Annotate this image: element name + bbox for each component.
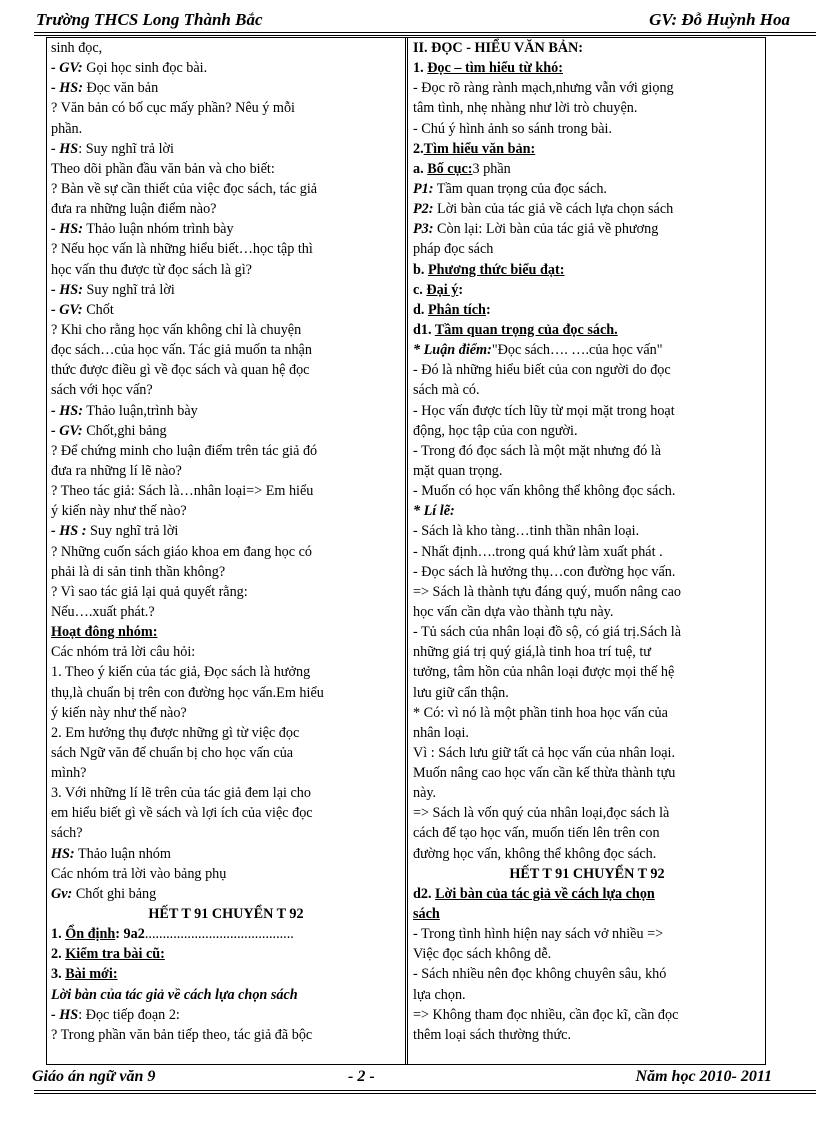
text-line: a. Bố cục:3 phần bbox=[413, 160, 511, 177]
text-line: nhân loại. bbox=[413, 724, 469, 741]
text-line: sách với học vấn? bbox=[51, 382, 153, 399]
page-header bbox=[30, 10, 790, 32]
footer-rule-2 bbox=[34, 1093, 816, 1094]
text-line: thụ,là chuẩn bị trên con đường học vấn.Em hiểu bbox=[51, 684, 324, 701]
text-line: - Sách nhiều nên đọc không chuyên sâu, khó bbox=[413, 966, 667, 983]
text-line: này. bbox=[413, 785, 437, 802]
text-line: Gv: Chốt ghi bảng bbox=[51, 885, 157, 902]
text-line: => Không tham đọc nhiều, cần đọc kĩ, cần đọc bbox=[413, 1006, 679, 1023]
text-line: P3: Còn lại: Lời bàn của tác giả về phương bbox=[413, 221, 659, 238]
text-line: ? Theo tác giả: Sách là…nhân loại=> Em hiểu bbox=[51, 483, 314, 500]
text-line: Việc đọc sách không dễ. bbox=[413, 946, 552, 963]
text-line: đưa ra những lí lẽ nào? bbox=[51, 462, 182, 479]
text-line: phần. bbox=[51, 120, 83, 137]
school-year: Năm học 2010- 2011 bbox=[635, 1068, 772, 1085]
text-line: Nếu….xuất phát.? bbox=[51, 603, 155, 620]
period-break-heading: HẾT T 91 CHUYỂN T 92 bbox=[509, 865, 665, 882]
header-rule bbox=[34, 32, 816, 33]
text-line: tưởng, tâm hồn của nhân loại được mọi thế hệ bbox=[413, 664, 675, 681]
teacher-student-activities-column bbox=[51, 38, 401, 1045]
section-heading: Lời bàn của tác giả về cách lựa chọn sách bbox=[51, 986, 298, 1003]
text-line: Muốn nâng cao học vấn cần kế thừa thành tựu bbox=[413, 765, 676, 782]
text-line: thêm loại sách thường thức. bbox=[413, 1026, 572, 1043]
text-line: - GV: Chốt bbox=[51, 301, 114, 318]
text-line: em hiểu biết gì về sách và lợi ích của việc đọc bbox=[51, 805, 313, 822]
text-line: 2. Kiểm tra bài cũ: bbox=[51, 946, 165, 963]
text-line: - Đó là những hiểu biết của con người do đọc bbox=[413, 362, 671, 379]
text-line: - Đọc sách là hưởng thụ…con đường học vấn. bbox=[413, 563, 676, 580]
text-line: mặt quan trọng. bbox=[413, 462, 503, 479]
text-line: sách mà có. bbox=[413, 382, 480, 399]
text-line: - Đọc rõ ràng rành mạch,nhưng vẫn với giọng bbox=[413, 80, 674, 97]
text-line: mình? bbox=[51, 765, 87, 782]
footer-title: Giáo án ngữ văn 9 bbox=[32, 1068, 156, 1085]
group-activity-heading: Hoạt đông nhóm: bbox=[51, 624, 158, 641]
page-number: - 2 - bbox=[348, 1068, 375, 1085]
footer-rule bbox=[34, 1090, 816, 1091]
text-line: - HS: Đọc tiếp đoạn 2: bbox=[51, 1006, 180, 1023]
section-heading: II. ĐỌC - HIỂU VĂN BẢN: bbox=[413, 40, 584, 56]
text-line: - GV: Chốt,ghi bảng bbox=[51, 422, 167, 439]
text-line: động, học tập của con người. bbox=[413, 422, 578, 439]
text-line: 1. Đọc – tìm hiểu từ khó: bbox=[413, 60, 563, 77]
text-line: - HS: Suy nghĩ trả lời bbox=[51, 281, 175, 298]
text-line: học vấn thu được từ đọc sách là gì? bbox=[51, 261, 252, 278]
text-line: ý kiến này như thế nào? bbox=[51, 503, 187, 520]
text-line: - HS: Đọc văn bản bbox=[51, 80, 159, 97]
period-break-heading: HẾT T 91 CHUYỂN T 92 bbox=[148, 906, 304, 923]
text-line: sách? bbox=[51, 825, 83, 842]
lesson-table bbox=[46, 37, 766, 1065]
text-line: lưu giữ cẩn thận. bbox=[413, 684, 509, 701]
text-line: pháp đọc sách bbox=[413, 241, 494, 258]
text-line: ? Để chứng minh cho luận điểm trên tác giả đó bbox=[51, 442, 318, 459]
text-line: ý kiến này như thế nào? bbox=[51, 704, 187, 721]
text-line: - Trong tình hình hiện nay sách vở nhiều => bbox=[413, 926, 664, 943]
text-line: 3. Với những lí lẽ trên của tác giả đem lại cho bbox=[51, 785, 311, 802]
text-line: ? Vì sao tác giả lại quả quyết rằng: bbox=[51, 583, 248, 600]
text-line: sinh đọc, bbox=[51, 40, 103, 56]
text-line: đọc sách…của học vấn. Tác giả muốn ta nhận bbox=[51, 342, 312, 359]
text-line: - Trong đó đọc sách là một mặt nhưng đó là bbox=[413, 442, 662, 459]
text-line: d1. Tầm quan trọng của đọc sách. bbox=[413, 321, 618, 338]
text-line: d. Phân tích: bbox=[413, 301, 491, 318]
text-line: 1. Theo ý kiến của tác giả, Đọc sách là hưởng bbox=[51, 664, 311, 681]
text-line: P2: Lời bàn của tác giả về cách lựa chọn sách bbox=[413, 201, 674, 218]
text-line: P1: Tầm quan trọng của đọc sách. bbox=[413, 180, 607, 197]
text-line: 2.Tìm hiểu văn bản: bbox=[413, 140, 536, 157]
text-line: - HS: Suy nghĩ trả lời bbox=[51, 140, 174, 157]
text-line: 3. Bài mới: bbox=[51, 966, 118, 983]
text-line: => Sách là thành tựu đáng quý, muốn nâng cao bbox=[413, 583, 681, 600]
text-line: - Tủ sách của nhân loại đồ sộ, có giá trị.Sách là bbox=[413, 624, 682, 641]
text-line: c. Đại ý: bbox=[413, 281, 464, 298]
text-line: ? Trong phần văn bản tiếp theo, tác giả đã bộc bbox=[51, 1026, 313, 1043]
text-line: ? Bàn về sự cần thiết của việc đọc sách, tác giả bbox=[51, 180, 318, 197]
text-line: ? Khi cho rằng học vấn không chỉ là chuyện bbox=[51, 321, 302, 338]
text-line: d2. Lời bàn của tác giả về cách lựa chọn bbox=[413, 885, 655, 902]
text-line: 2. Em hưởng thụ được những gì từ việc đọc bbox=[51, 724, 300, 741]
text-line: * Luận điểm:"Đọc sách…. ….của học vấn" bbox=[413, 342, 663, 359]
text-line: ? Những cuốn sách giáo khoa em đang học có bbox=[51, 543, 313, 560]
school-name: Trường THCS Long Thành Bắc bbox=[36, 10, 263, 29]
text-line: đường học vấn, không thể không đọc sách. bbox=[413, 845, 657, 862]
text-line: - HS : Suy nghĩ trả lời bbox=[51, 523, 179, 540]
text-line: => Sách là vốn quý của nhân loại,đọc sách là bbox=[413, 805, 670, 822]
text-line: lựa chọn. bbox=[413, 986, 466, 1003]
text-line: học vấn cần dựa vào thành tựu này. bbox=[413, 603, 614, 620]
text-line: 1. Ổn định: 9a2.......................................... bbox=[51, 926, 294, 943]
text-line: b. Phương thức biểu đạt: bbox=[413, 261, 565, 278]
text-line: sách Ngữ văn để chuẩn bị cho học vấn của bbox=[51, 744, 294, 761]
text-line: Các nhóm trả lời câu hỏi: bbox=[51, 644, 196, 661]
text-line: phải là di sản tinh thần không? bbox=[51, 563, 226, 580]
text-line: - Chú ý hình ảnh so sánh trong bài. bbox=[413, 120, 612, 137]
text-line: Các nhóm trả lời vào bảng phụ bbox=[51, 865, 227, 882]
text-line: - Nhất định….trong quá khứ làm xuất phát . bbox=[413, 543, 663, 560]
text-line: Theo dõi phần đầu văn bản và cho biết: bbox=[51, 160, 275, 177]
text-line: HS: Thảo luận nhóm bbox=[51, 845, 171, 862]
text-line: - Sách là kho tàng…tinh thần nhân loại. bbox=[413, 523, 640, 540]
text-line: - HS: Thảo luận,trình bày bbox=[51, 402, 198, 419]
text-line: - HS: Thảo luận nhóm trình bày bbox=[51, 221, 234, 238]
text-line: - GV: Gọi học sinh đọc bài. bbox=[51, 60, 208, 77]
text-line: - Học vấn được tích lũy từ mọi mặt trong hoạt bbox=[413, 402, 675, 419]
header-rule-2 bbox=[34, 35, 816, 36]
text-line: những giá trị quý giá,là tinh hoa trí tuệ, tư bbox=[413, 644, 652, 661]
text-line: Vì : Sách lưu giữ tất cả học vấn của nhân loại. bbox=[413, 744, 676, 761]
teacher-name: GV: Đỗ Huỳnh Hoa bbox=[649, 10, 790, 29]
text-line: * Có: vì nó là một phần tinh hoa học vấn của bbox=[413, 704, 668, 721]
text-line: cách để tạo học vấn, muốn tiến lên trên con bbox=[413, 825, 660, 842]
column-divider bbox=[405, 38, 408, 1064]
text-line: đưa ra những luận điểm nào? bbox=[51, 201, 217, 218]
text-line: * Lí lẽ: bbox=[413, 503, 455, 520]
text-line: tâm tình, nhẹ nhàng như lời trò chuyện. bbox=[413, 100, 638, 117]
text-line: sách bbox=[413, 906, 440, 923]
text-line: ? Nếu học vấn là những hiểu biết…học tập thì bbox=[51, 241, 313, 258]
page-footer bbox=[30, 1068, 790, 1090]
text-line: - Muốn có học vấn không thể không đọc sách. bbox=[413, 483, 676, 500]
text-line: thức được điều gì về đọc sách và quan hệ đọc bbox=[51, 362, 310, 379]
text-line: ? Văn bản có bố cục mấy phần? Nêu ý mỗi bbox=[51, 100, 295, 117]
lesson-content-column bbox=[413, 38, 761, 1045]
